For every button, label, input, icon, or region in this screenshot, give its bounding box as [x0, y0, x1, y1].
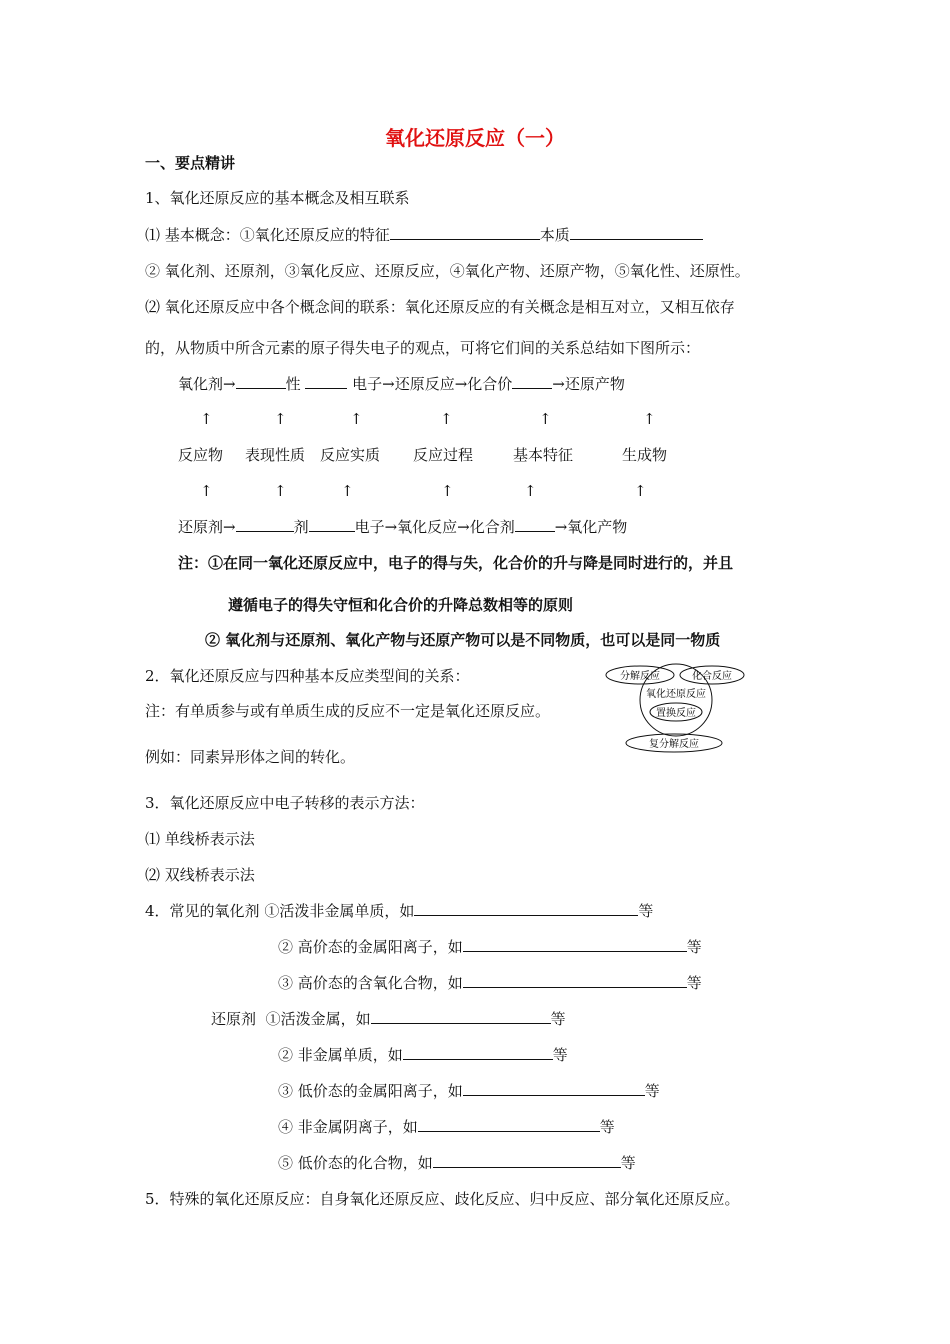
etc-label: 等 [620, 1154, 636, 1172]
reductant-row-3 [278, 1081, 660, 1101]
note-1a: 注：①在同一氧化还原反应中，电子的得与失，化合价的升与降是同时进行的，并且 [178, 554, 734, 572]
label-product: 生成物 [622, 446, 668, 464]
item-5-text: 5．特殊的氧化还原反应：自身氧化还原反应、歧化反应、归中反应、部分氧化还原反应。 [145, 1190, 740, 1208]
oxidant-row-3 [278, 973, 702, 993]
label-reactant: 反应物 [178, 446, 224, 464]
oxidant-3-blank[interactable] [463, 973, 687, 988]
reductant-row-5 [278, 1153, 636, 1173]
relation-text-1: ⑵ 氧化还原反应中各个概念间的联系：氧化还原反应的有关概念是相互对立，又相互依存 [145, 298, 735, 316]
up-arrow-icon: ↑ [524, 482, 537, 500]
up-arrow-icon: ↑ [539, 410, 552, 428]
label-feature: 基本特征 [513, 446, 574, 464]
oxidant-2-label: ② 高价态的金属阳离子，如 [278, 938, 463, 956]
essence-label: 本质 [539, 226, 570, 244]
oxidant-3-label: ③ 高价态的含氧化合物，如 [278, 974, 463, 992]
reductant-row-4 [278, 1117, 615, 1137]
reductant-heading: 还原剂 [211, 1010, 257, 1028]
electron-blank-top[interactable] [305, 374, 347, 389]
reductant-5-blank[interactable] [433, 1153, 621, 1168]
reductant-4-blank[interactable] [418, 1117, 600, 1132]
reductant-chain [178, 517, 627, 537]
venn-decomposition-label: 分解反应 [620, 671, 660, 682]
note-2: ② 氧化剂与还原剂、氧化产物与还原产物可以是不同物质，也可以是同一物质 [205, 631, 721, 649]
oxidation-chain-text: 电子→氧化反应→化合剂 [354, 518, 515, 536]
up-arrow-icon: ↑ [200, 482, 213, 500]
note-1b: 遵循电子的得失守恒和化合价的升降总数相等的原则 [228, 596, 574, 614]
up-arrow-icon: ↑ [274, 410, 287, 428]
up-arrow-icon: ↑ [274, 482, 287, 500]
etc-label: 等 [638, 902, 654, 920]
reduction-product-label: →还原产物 [552, 375, 625, 393]
electron-blank-bottom[interactable] [309, 517, 355, 532]
agent-suffix: 剂 [293, 518, 309, 536]
up-arrow-icon: ↑ [441, 482, 454, 500]
reductant-row-2 [278, 1045, 568, 1065]
label-essence: 反应实质 [320, 446, 381, 464]
reductant-row-1 [211, 1009, 566, 1029]
venn-redox-label: 氧化还原反应 [646, 689, 706, 700]
item-1-heading: 1、氧化还原反应的基本概念及相互联系 [145, 189, 410, 207]
reduction-chain-text: 电子→还原反应→化合价 [352, 375, 513, 393]
etc-label: 等 [552, 1046, 568, 1064]
item-2-heading: 2．氧化还原反应与四种基本反应类型间的关系： [145, 667, 470, 685]
item-3-heading: 3．氧化还原反应中电子转移的表示方法： [145, 794, 425, 812]
venn-double-decomposition-label: 复分解反应 [649, 739, 699, 750]
item-2-example: 例如：同素异形体之间的转化。 [145, 748, 356, 766]
up-arrow-icon: ↑ [643, 410, 656, 428]
up-arrow-icon: ↑ [200, 410, 213, 428]
oxidant-1-blank[interactable] [414, 901, 638, 916]
oxidant-2-blank[interactable] [463, 937, 687, 952]
item-2-note: 注：有单质参与或有单质生成的反应不一定是氧化还原反应。 [145, 702, 551, 720]
reductant-3-blank[interactable] [463, 1081, 645, 1096]
reductant-blank[interactable] [236, 517, 294, 532]
reductant-4-label: ④ 非金属阴离子，如 [278, 1118, 418, 1136]
oxidant-row-1 [145, 901, 653, 921]
basic-concepts-line [145, 225, 703, 245]
page-title: 氧化还原反应（一） [385, 126, 565, 150]
up-arrow-icon: ↑ [350, 410, 363, 428]
up-arrow-icon: ↑ [341, 482, 354, 500]
reductant-2-blank[interactable] [403, 1045, 553, 1060]
reaction-type-venn-diagram [600, 660, 750, 756]
oxidant-1-label: ①活泼非金属单质，如 [264, 902, 415, 920]
oxidation-product-label: →氧化产物 [554, 518, 628, 536]
item-4-heading: 4．常见的氧化剂 [145, 902, 260, 920]
reductant-5-label: ⑤ 低价态的化合物，如 [278, 1154, 433, 1172]
feature-blank[interactable] [390, 225, 540, 240]
venn-combination-label: 化合反应 [692, 671, 732, 682]
reductant-2-label: ② 非金属单质，如 [278, 1046, 403, 1064]
valence-blank-bottom[interactable] [515, 517, 555, 532]
oxidant-chain [178, 374, 625, 394]
label-process: 反应过程 [413, 446, 474, 464]
property-suffix: 性 [285, 375, 301, 393]
single-bridge-method: ⑴ 单线桥表示法 [145, 830, 255, 848]
up-arrow-icon: ↑ [634, 482, 647, 500]
valence-blank-top[interactable] [512, 374, 552, 389]
etc-label: 等 [599, 1118, 615, 1136]
oxidant-label: 氧化剂→ [178, 375, 236, 393]
etc-label: 等 [686, 974, 702, 992]
reductant-3-label: ③ 低价态的金属阳离子，如 [278, 1082, 463, 1100]
oxidant-property-blank[interactable] [236, 374, 286, 389]
oxidant-row-2 [278, 937, 702, 957]
etc-label: 等 [550, 1010, 566, 1028]
concept-list: ② 氧化剂、还原剂，③氧化反应、还原反应，④氧化产物、还原产物，⑤氧化性、还原性。 [145, 262, 750, 280]
relation-text-2: 的，从物质中所含元素的原子得失电子的观点，可将它们间的关系总结如下图所示： [145, 339, 701, 357]
basic-concepts-label: ⑴ 基本概念：①氧化还原反应的特征 [145, 226, 390, 244]
venn-displacement-label: 置换反应 [656, 708, 696, 719]
essence-blank[interactable] [570, 225, 703, 240]
reductant-1-blank[interactable] [371, 1009, 551, 1024]
reductant-1-label: ①活泼金属，如 [265, 1010, 371, 1028]
section-heading: 一、要点精讲 [145, 154, 236, 172]
double-bridge-method: ⑵ 双线桥表示法 [145, 866, 255, 884]
etc-label: 等 [686, 938, 702, 956]
up-arrow-icon: ↑ [440, 410, 453, 428]
etc-label: 等 [644, 1082, 660, 1100]
label-property: 表现性质 [245, 446, 306, 464]
reductant-label: 还原剂→ [178, 518, 236, 536]
